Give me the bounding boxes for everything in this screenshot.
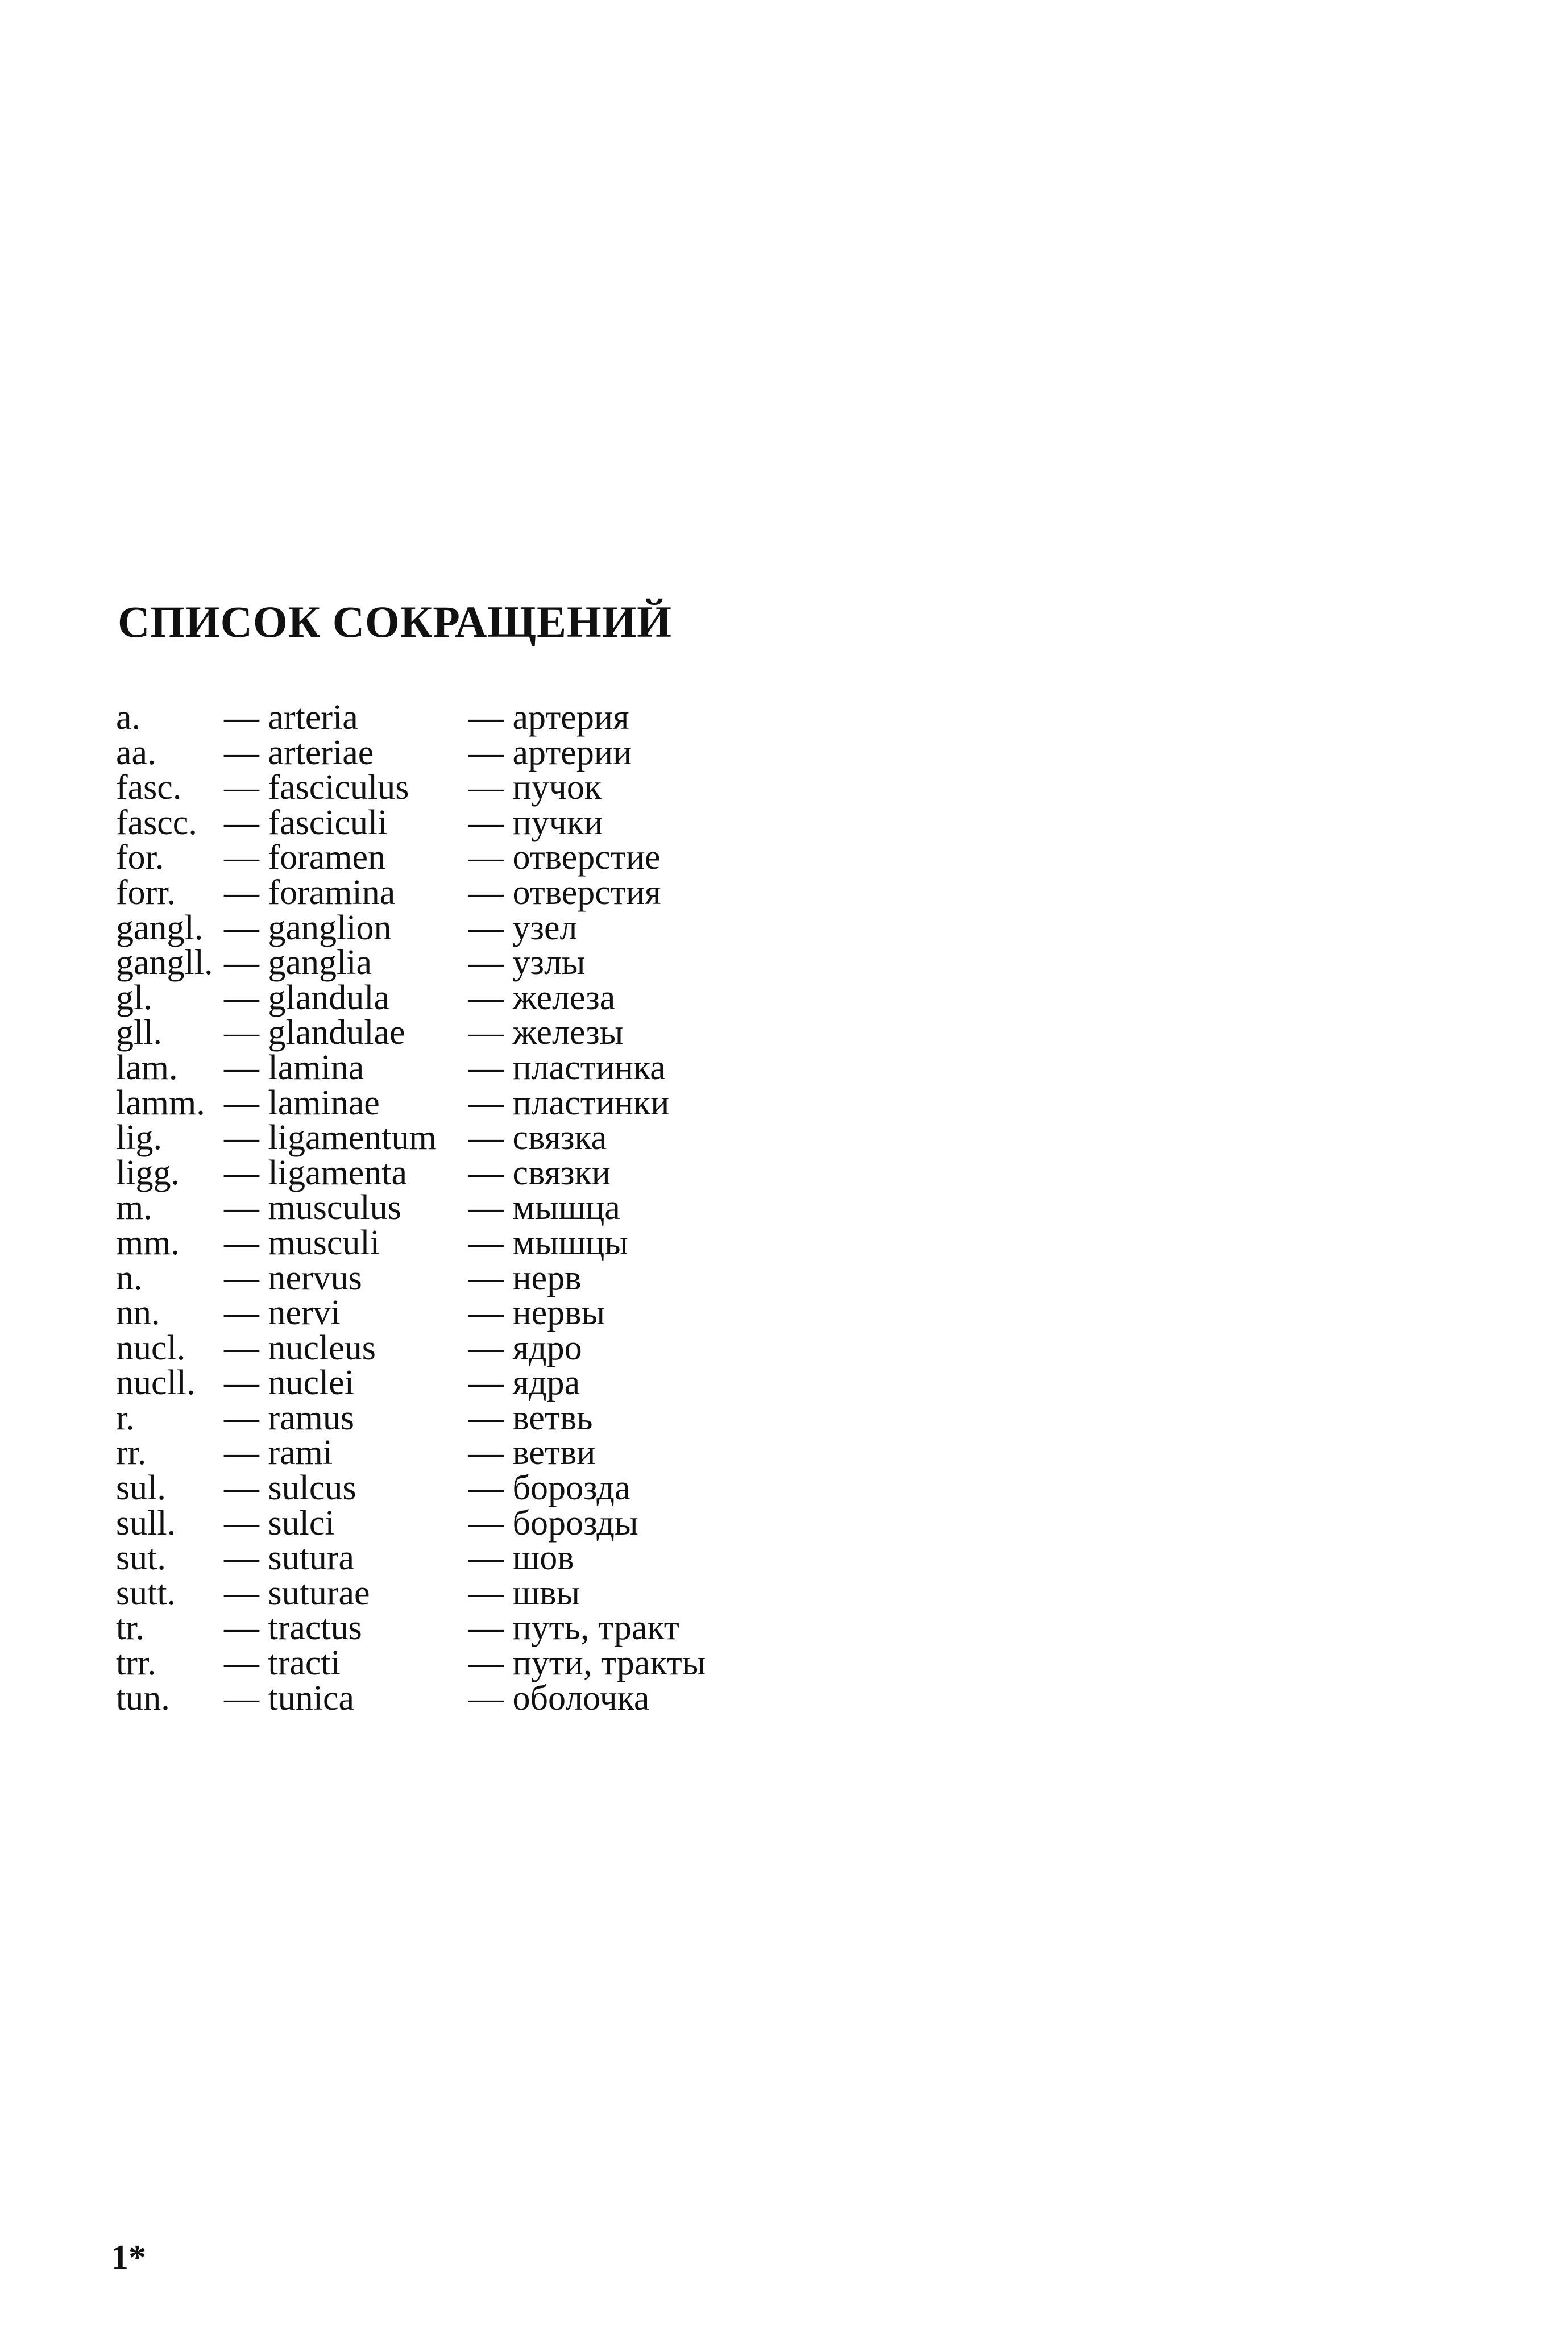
abbreviation: lamm. [116, 1083, 205, 1122]
abbreviation-row [116, 978, 798, 1017]
latin-term: — nervi [224, 1293, 341, 1333]
russian-term: — нерв [468, 1258, 582, 1297]
abbreviation: ligg. [116, 1153, 180, 1192]
abbreviation-row [116, 733, 798, 772]
russian-term: — отверстия [468, 873, 661, 912]
abbreviation: tun. [116, 1678, 170, 1718]
abbreviation-row [116, 1398, 798, 1437]
abbreviation: a. [116, 698, 141, 737]
abbreviation-list [116, 700, 798, 1716]
russian-term: — шов [468, 1539, 574, 1578]
russian-term: — пластинка [468, 1048, 666, 1087]
abbreviation-row [116, 1608, 798, 1648]
russian-term: — пути, тракты [468, 1644, 706, 1683]
latin-term: — nuclei [224, 1363, 354, 1403]
russian-term: — ветвь [468, 1398, 593, 1437]
latin-term: — sutura [224, 1539, 355, 1578]
russian-term: — мышцы [468, 1223, 628, 1262]
russian-term: — пучки [468, 803, 603, 842]
abbreviation: mm. [116, 1223, 180, 1262]
abbreviation: gl. [116, 978, 152, 1017]
russian-term: — связки [468, 1153, 611, 1192]
latin-term: — fasciculi [224, 803, 388, 842]
latin-term: — suturae [224, 1573, 370, 1612]
abbreviation: forr. [116, 873, 176, 912]
abbreviation-row [116, 1188, 798, 1228]
russian-term: — нервы [468, 1293, 605, 1333]
russian-term: — артерии [468, 733, 632, 772]
russian-term: — борозда [468, 1469, 630, 1508]
abbreviation-row [116, 1646, 798, 1681]
abbreviation: sul. [116, 1469, 166, 1508]
abbreviation-row [116, 1471, 798, 1506]
abbreviation: gll. [116, 1013, 162, 1052]
abbreviation-row [116, 1503, 798, 1543]
latin-term: — fasciculus [224, 768, 409, 807]
russian-term: — борозды [468, 1503, 638, 1543]
russian-term: — ядро [468, 1328, 582, 1367]
abbreviation: r. [116, 1398, 135, 1437]
latin-term: — sulcus [224, 1469, 356, 1508]
abbreviation-row [116, 1015, 798, 1051]
page-title: СПИСОК СОКРАЩЕНИЙ [118, 597, 672, 646]
abbreviation: nucll. [116, 1363, 196, 1403]
russian-term: — железа [468, 978, 616, 1017]
abbreviation: sut. [116, 1539, 166, 1578]
abbreviation-row [116, 803, 798, 842]
abbreviation-row [116, 840, 798, 876]
latin-term: — sulci [224, 1503, 335, 1543]
abbreviation: nn. [116, 1293, 160, 1333]
russian-term: — ветви [468, 1433, 596, 1473]
russian-term: — пластинки [468, 1083, 670, 1122]
abbreviation: trr. [116, 1644, 156, 1683]
abbreviation-row [116, 1678, 798, 1718]
abbreviation: gangll. [116, 943, 213, 982]
abbreviation: fascc. [116, 803, 197, 842]
abbreviation: m. [116, 1188, 152, 1228]
abbreviation-row [116, 1258, 798, 1297]
abbreviation-row [116, 1433, 798, 1473]
latin-term: — laminae [224, 1083, 380, 1122]
russian-term: — узел [468, 908, 578, 947]
abbreviation-row [116, 1118, 798, 1158]
latin-term: — nucleus [224, 1328, 376, 1367]
abbreviation: for. [116, 838, 164, 877]
abbreviation: nucl. [116, 1328, 186, 1367]
abbreviation: aa. [116, 733, 156, 772]
russian-term: — артерия [468, 698, 629, 737]
latin-term: — arteriae [224, 733, 374, 772]
abbreviation-row [116, 1048, 798, 1087]
abbreviation-row [116, 700, 798, 736]
latin-term: — musculus [224, 1188, 401, 1228]
russian-term: — узлы [468, 943, 586, 982]
latin-term: — ganglia [224, 943, 372, 982]
latin-term: — nervus [224, 1258, 362, 1297]
abbreviation: n. [116, 1258, 143, 1297]
abbreviation-row [116, 908, 798, 947]
latin-term: — ganglion [224, 908, 392, 947]
page-number: 1* [111, 2238, 146, 2277]
russian-term: — связка [468, 1118, 607, 1158]
latin-term: — musculi [224, 1223, 380, 1262]
abbreviation-row [116, 770, 798, 806]
abbreviation-row [116, 1153, 798, 1192]
russian-term: — отверстие [468, 838, 661, 877]
abbreviation: rr. [116, 1433, 147, 1473]
abbreviation: lam. [116, 1048, 178, 1087]
abbreviation: lig. [116, 1118, 162, 1158]
abbreviation: fasc. [116, 768, 182, 807]
abbreviation-row [116, 1223, 798, 1262]
abbreviation: gangl. [116, 908, 204, 947]
russian-term: — швы [468, 1573, 580, 1612]
latin-term: — foramen [224, 838, 386, 877]
latin-term: — lamina [224, 1048, 364, 1087]
russian-term: — оболочка [468, 1678, 650, 1718]
latin-term: — tunica [224, 1678, 354, 1718]
russian-term: — мышца [468, 1188, 620, 1228]
russian-term: — ядра [468, 1363, 580, 1403]
abbreviation-row [116, 873, 798, 912]
latin-term: — tractus [224, 1608, 362, 1648]
latin-term: — tracti [224, 1644, 341, 1683]
latin-term: — ligamentum [224, 1118, 437, 1158]
latin-term: — ligamenta [224, 1153, 407, 1192]
abbreviation: sutt. [116, 1573, 176, 1612]
abbreviation-row [116, 943, 798, 982]
abbreviation-row [116, 1573, 798, 1612]
russian-term: — пучок [468, 768, 602, 807]
abbreviation-row [116, 1328, 798, 1367]
abbreviation-row [116, 1293, 798, 1333]
latin-term: — ramus [224, 1398, 355, 1437]
latin-term: — arteria [224, 698, 358, 737]
abbreviation-row [116, 1363, 798, 1403]
russian-term: — железы [468, 1013, 624, 1052]
abbreviation-row [116, 1541, 798, 1576]
russian-term: — путь, тракт [468, 1608, 679, 1648]
latin-term: — rami [224, 1433, 333, 1473]
latin-term: — glandula [224, 978, 389, 1017]
latin-term: — glandulae [224, 1013, 405, 1052]
abbreviation-row [116, 1083, 798, 1122]
abbreviation: tr. [116, 1608, 144, 1648]
abbreviation: sull. [116, 1503, 176, 1543]
latin-term: — foramina [224, 873, 396, 912]
